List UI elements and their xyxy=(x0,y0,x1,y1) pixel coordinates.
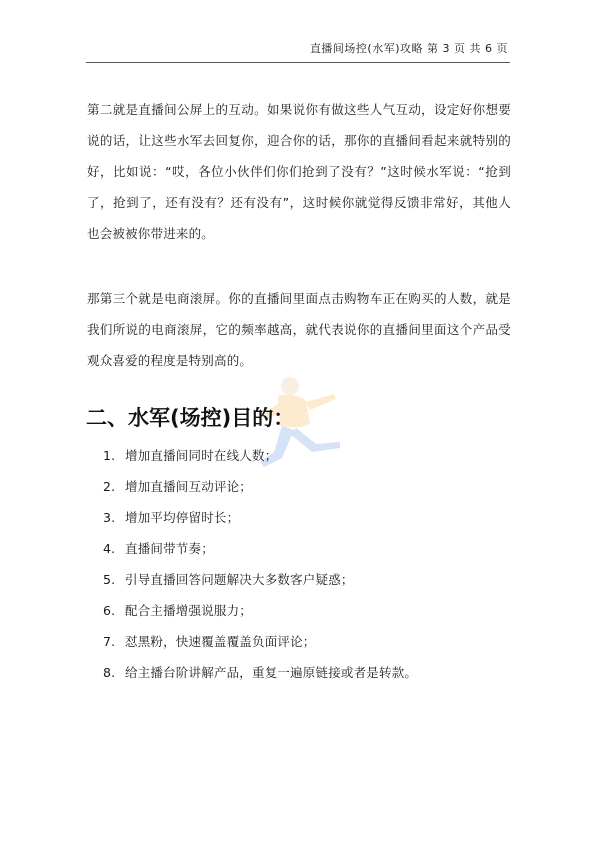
list-item xyxy=(103,440,417,471)
list-item xyxy=(103,471,417,502)
list-item-number: 7. xyxy=(103,634,116,649)
list-item-text: 直播间带节奏； xyxy=(125,541,214,556)
paragraph-interaction: 第二就是直播间公屏上的互动。如果说你有做这些人气互动，设定好你想要说的话，让这些水军去回复你，迎合你的话，那你的直播间看起来就特别的好，比如说：“哎，各位小伙伴们你们抢到了没有？”这时候水军说：“抢到了，抢到了，还有没有？还有没有”，这时候你就觉得反馈非常好，其他人也会被被你带进来的。 xyxy=(87,102,511,241)
paragraph-ecommerce-scroll: 那第三个就是电商滚屏。你的直播间里面点击购物车正在购买的人数，就是我们所说的电商滚屏，它的频率越高，就代表说你的直播间里面这个产品受观众喜爱的程度是特别高的。 xyxy=(87,291,511,368)
list-item xyxy=(103,564,417,595)
list-item-number: 4. xyxy=(103,541,116,556)
list-item-number: 6. xyxy=(103,603,116,618)
list-item xyxy=(103,657,417,688)
list-item xyxy=(103,502,417,533)
list-item-text: 怼黑粉，快速覆盖覆盖负面评论； xyxy=(125,634,316,649)
list-item-text: 增加直播间互动评论； xyxy=(125,479,253,494)
purpose-list xyxy=(103,440,417,688)
list-item xyxy=(103,626,417,657)
list-item-text: 配合主播增强说服力； xyxy=(125,603,253,618)
list-item-number: 1. xyxy=(103,448,116,463)
list-item-number: 8. xyxy=(103,665,116,680)
list-item-text: 增加平均停留时长； xyxy=(125,510,240,525)
page-header: 直播间场控(水军)攻略 第 3 页 共 6 页 xyxy=(309,42,508,55)
list-item xyxy=(103,595,417,626)
section-heading: 二、水军(场控)目的： xyxy=(86,406,295,430)
list-item-text: 增加直播间同时在线人数； xyxy=(125,448,278,463)
list-item-number: 5. xyxy=(103,572,116,587)
list-item-text: 给主播台阶讲解产品，重复一遍原链接或者是转款。 xyxy=(125,665,418,680)
list-item-text: 引导直播回答问题解决大多数客户疑惑； xyxy=(125,572,354,587)
header-divider xyxy=(86,62,510,63)
list-item-number: 3. xyxy=(103,510,116,525)
list-item-number: 2. xyxy=(103,479,116,494)
list-item xyxy=(103,533,417,564)
